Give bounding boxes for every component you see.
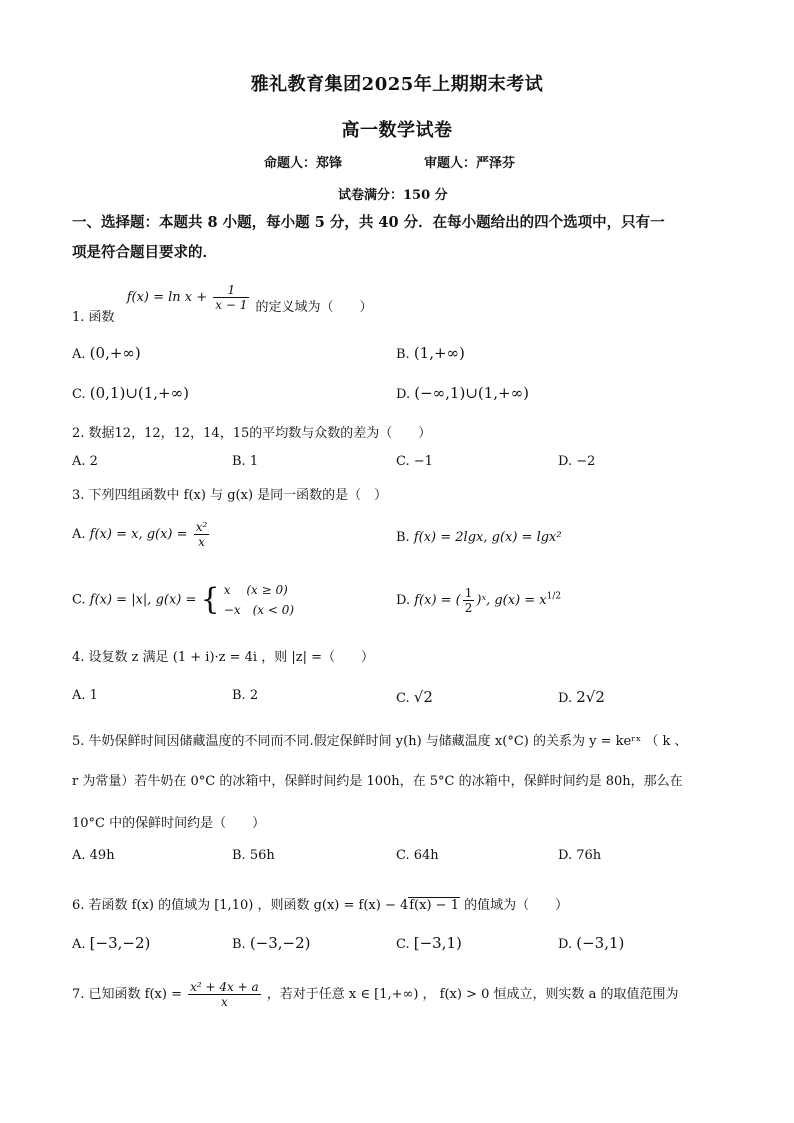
section-heading — [72, 208, 722, 268]
q3-option-a: A. f(x) = x, g(x) = $\frac{\text{x²}}{x}$ — [72, 520, 208, 549]
question-4-stem: 4. 设复数 z 满足 (1 + i)·z = 4i ，则 |z| =（ ） — [72, 650, 374, 665]
q6-option-a: A. [−3,−2) — [72, 934, 151, 952]
q6-option-b: B. (−3,−2) — [232, 934, 311, 952]
q4-option-a: A. 1 — [72, 688, 98, 703]
q5-option-c: C. 64h — [396, 848, 439, 863]
q3-option-b: B. f(x) = 2lgx, g(x) = lgx² — [396, 530, 562, 545]
q3-option-c: C. f(x) = |x|, g(x) = { x (x ≥ 0) −x (x < 0) — [72, 582, 295, 617]
question-2-stem: 2. 数据12，12，12，14，15的平均数与众数的差为（ ） — [72, 426, 432, 441]
q2-option-c: C. −1 — [396, 454, 433, 469]
question-5-line3: 10°C 中的保鲜时间约是（ ） — [72, 816, 266, 831]
exam-title: 雅礼教育集团2025年上期期末考试 — [250, 74, 544, 95]
reviewer-label: 审题人：严泽芬 — [424, 156, 516, 171]
question-3-stem: 3. 下列四组函数中 f(x) 与 g(x) 是同一函数的是（ ） — [72, 488, 388, 503]
q2-option-b: B. 1 — [232, 454, 259, 469]
q5-option-b: B. 56h — [232, 848, 275, 863]
q4-option-c: C. √2 — [396, 688, 433, 706]
q1-option-d: D. (−∞,1)∪(1,+∞) — [396, 384, 529, 402]
question-6-stem: 6. 若函数 f(x) 的值域为 [1,10) ，则函数 g(x) = f(x) − 4f(x) − 1 的值域为（ ） — [72, 898, 569, 913]
q2-option-d: D. −2 — [558, 454, 596, 469]
question-5-line1: 5. 牛奶保鲜时间因储藏温度的不同而不同.假定保鲜时间 y(h) 与储藏温度 x(°C) 的关系为 y = keʳˣ （ k 、 — [72, 734, 688, 749]
q5-option-a: A. 49h — [72, 848, 115, 863]
q2-option-a: A. 2 — [72, 454, 98, 469]
question-7-stem: 7. 已知函数 f(x) = $\frac{\text{x² + 4x + a}}{x}$ ，若对于任意 x ∈ [1,+∞) ， f(x) > 0 恒成立，则实数 a 的取值范围为 — [72, 980, 679, 1009]
q3-option-d: D. f(x) = ( $\frac{1}{2}$ )ˣ, $g(x) = x^{1/2}$ — [396, 586, 562, 615]
q6-option-d: D. (−3,1) — [558, 934, 625, 952]
q4-option-d: D. 2√2 — [558, 688, 605, 706]
q1-option-a: A. (0,+∞) — [72, 344, 141, 362]
question-5-line2: r 为常量）若牛奶在 0°C 的冰箱中，保鲜时间约是 100h，在 5°C 的冰箱中，保鲜时间约是 80h，那么在 — [72, 774, 683, 789]
q5-option-d: D. 76h — [558, 848, 602, 863]
q1-fraction: $\frac{1}{x - 1}$ — [215, 283, 248, 312]
section-heading-line1: 一、选择题：本题共 8 小题，每小题 5 分，共 40 分．在每小题给出的四个选项中，只有一 — [72, 214, 665, 231]
q6-option-c: C. [−3,1) — [396, 934, 462, 952]
full-score-label: 试卷满分：150 分 — [338, 188, 448, 203]
q1-function: f(x) = ln x + — [126, 290, 208, 305]
q1-option-c: C. (0,1)∪(1,+∞) — [72, 384, 189, 402]
question-1-stem: 1. 函数 f(x) = ln x + $\frac{1}{x - 1}$ 的定义域为（ ） — [72, 283, 373, 325]
section-heading-line2: 项是符合题目要求的． — [72, 244, 217, 261]
q4-option-b: B. 2 — [232, 688, 259, 703]
author-label: 命题人：郑锋 — [264, 156, 343, 171]
exam-subtitle: 高一数学试卷 — [341, 120, 453, 141]
q1-option-b: B. (1,+∞) — [396, 344, 465, 362]
